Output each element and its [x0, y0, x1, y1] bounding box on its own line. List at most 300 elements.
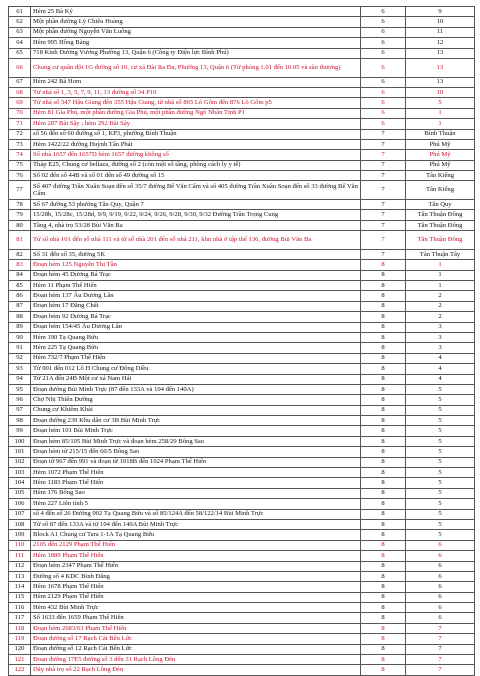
ward-cell: 5 [406, 530, 475, 540]
area-description-cell: Số 1633 đến 1659 Phạm Thế Hiển [31, 613, 361, 623]
ward-cell: 13 [406, 77, 475, 87]
district-cell: 8 [361, 592, 406, 602]
ward-cell: 11 [406, 27, 475, 37]
area-description-cell: Đoạn hẻm 92 Dương Bá Trạc [31, 312, 361, 322]
ward-cell: 1 [406, 260, 475, 270]
row-number-cell: 90 [9, 332, 31, 342]
ward-cell: 10 [406, 87, 475, 97]
row-number-cell: 106 [9, 499, 31, 509]
row-number-cell: 94 [9, 374, 31, 384]
area-description-cell: số 4 đến số 26 Đường 902 Tạ Quang Bửu và số 85/124A đến 58/122/14 Bùi Minh Trực [31, 509, 361, 519]
row-number-cell: 67 [9, 77, 31, 87]
district-cell: 8 [361, 551, 406, 561]
district-cell: 6 [361, 48, 406, 58]
row-number-cell: 118 [9, 623, 31, 633]
table-row [9, 540, 475, 550]
row-number-cell: 68 [9, 87, 31, 97]
row-number-cell: 78 [9, 200, 31, 210]
table-row [9, 488, 475, 498]
ward-cell: 5 [406, 499, 475, 509]
row-number-cell: 76 [9, 171, 31, 181]
ward-cell: 1 [406, 280, 475, 290]
ward-cell: 7 [406, 623, 475, 633]
row-number-cell: 108 [9, 519, 31, 529]
row-number-cell: 86 [9, 291, 31, 301]
district-cell: 8 [361, 499, 406, 509]
area-description-cell: Đoạn hẻm 154/45 Âu Dương Lân [31, 322, 361, 332]
row-number-cell: 101 [9, 447, 31, 457]
table-row [9, 395, 475, 405]
area-description-cell: Từ số 87 đến 133A và từ 104 đến 140A Bùi Minh Trực [31, 519, 361, 529]
district-cell: 7 [361, 150, 406, 160]
ward-cell: 5 [406, 395, 475, 405]
district-cell: 8 [361, 530, 406, 540]
district-cell: 6 [361, 17, 406, 27]
district-cell: 8 [361, 260, 406, 270]
ward-cell: 6 [406, 592, 475, 602]
area-description-cell: Đoạn đường 17E5 đường số 3 đến 31 Rạch Lồng Đèn [31, 655, 361, 665]
row-number-cell: 98 [9, 416, 31, 426]
row-number-cell: 99 [9, 426, 31, 436]
table-row [9, 343, 475, 353]
district-cell: 6 [361, 98, 406, 108]
ward-cell: 5 [406, 384, 475, 394]
table-row [9, 436, 475, 446]
area-description-cell: Một phần đường Lý Chiêu Hoàng [31, 17, 361, 27]
row-number-cell: 80 [9, 220, 31, 230]
area-description-cell: Đoạn từ 967 đến 991 và đoạn từ 1018B đến 1024 Phạm Thế Hiển [31, 457, 361, 467]
ward-cell: Phú Mỹ [406, 150, 475, 160]
district-cell: 8 [361, 613, 406, 623]
area-description-cell: Hẻm 11 Phạm Thế Hiển [31, 280, 361, 290]
district-cell: 7 [361, 231, 406, 250]
row-number-cell: 105 [9, 488, 31, 498]
table-row [9, 98, 475, 108]
area-description-cell: Hẻm 1072 Phạm Thế Hiển [31, 468, 361, 478]
table-row [9, 108, 475, 118]
row-number-cell: 103 [9, 468, 31, 478]
row-number-cell: 65 [9, 48, 31, 58]
district-cell: 6 [361, 87, 406, 97]
ward-cell: 3 [406, 322, 475, 332]
table-row [9, 447, 475, 457]
district-cell: 8 [361, 468, 406, 478]
table-row [9, 478, 475, 488]
ward-cell: 6 [406, 613, 475, 623]
district-cell: 8 [361, 270, 406, 280]
table-row [9, 364, 475, 374]
ward-cell: Bình Thuận [406, 129, 475, 139]
table-row [9, 613, 475, 623]
table-row [9, 332, 475, 342]
area-description-cell: Hẻm 287 Bãi Sậy ; hẻm 292 Bãi Sậy [31, 119, 361, 129]
district-cell: 8 [361, 561, 406, 571]
table-row [9, 210, 475, 220]
row-number-cell: 112 [9, 561, 31, 571]
row-number-cell: 114 [9, 582, 31, 592]
row-number-cell: 100 [9, 436, 31, 446]
ward-cell: 5 [406, 488, 475, 498]
district-cell: 8 [361, 343, 406, 353]
table-row [9, 322, 475, 332]
district-cell: 8 [361, 322, 406, 332]
district-cell: 7 [361, 139, 406, 149]
district-cell: 8 [361, 457, 406, 467]
district-cell: 8 [361, 509, 406, 519]
area-description-cell: Số 31 đến số 35, đường 5K [31, 249, 361, 259]
ward-cell: 5 [406, 416, 475, 426]
row-number-cell: 72 [9, 129, 31, 139]
table-row [9, 200, 475, 210]
district-cell: 6 [361, 38, 406, 48]
ward-cell: 13 [406, 48, 475, 58]
area-description-cell: Đoạn hẻm 45 Dương Bá Trạc [31, 270, 361, 280]
district-cell: 8 [361, 416, 406, 426]
table-row [9, 301, 475, 311]
district-cell: 7 [361, 171, 406, 181]
area-description-cell: Đoạn hẻm 101 Bùi Minh Trực [31, 426, 361, 436]
district-cell: 8 [361, 395, 406, 405]
area-description-cell: 718 Kinh Dương Vương Phường 13, Quận 6 (Công ty Điện lực Bình Phú) [31, 48, 361, 58]
table-row [9, 457, 475, 467]
quarantine-area-table [8, 6, 475, 676]
table-row [9, 571, 475, 581]
ward-cell: 6 [406, 540, 475, 550]
area-description-cell: Hẻm 227 Liên tỉnh 5 [31, 499, 361, 509]
row-number-cell: 70 [9, 108, 31, 118]
area-description-cell: Hẻm 1678 Phạm Thế Hiển [31, 582, 361, 592]
row-number-cell: 71 [9, 119, 31, 129]
ward-cell: 12 [406, 38, 475, 48]
row-number-cell: 77 [9, 181, 31, 200]
ward-cell: 3 [406, 343, 475, 353]
area-description-cell: Đoạn hẻm từ 215/15 đến 60/5 Bông Sao [31, 447, 361, 457]
district-cell: 8 [361, 582, 406, 592]
district-cell: 6 [361, 58, 406, 77]
table-row [9, 519, 475, 529]
area-description-cell: 2105 đến 2129 Phạm Thế Hiển [31, 540, 361, 550]
ward-cell: 4 [406, 353, 475, 363]
district-cell: 8 [361, 312, 406, 322]
ward-cell: 1 [406, 119, 475, 129]
row-number-cell: 61 [9, 7, 31, 17]
table-row [9, 416, 475, 426]
district-cell: 7 [361, 210, 406, 220]
district-cell: 8 [361, 447, 406, 457]
ward-cell: 6 [406, 561, 475, 571]
area-description-cell: Từ nhà số 1, 3, 5, 7, 9, 11, 13 đường số 34 P10 [31, 87, 361, 97]
area-description-cell: Hẻm 225 Tạ Quang Bửu [31, 343, 361, 353]
table-row [9, 603, 475, 613]
area-description-cell: Một phần đường Nguyễn Văn Luông [31, 27, 361, 37]
row-number-cell: 95 [9, 384, 31, 394]
row-number-cell: 62 [9, 17, 31, 27]
row-number-cell: 102 [9, 457, 31, 467]
area-description-cell: Chung cư Khiêm Khải [31, 405, 361, 415]
table-row [9, 181, 475, 200]
row-number-cell: 88 [9, 312, 31, 322]
area-description-cell: Tháp E25, Chung cư bellaza, đường số 2 (còn một số tầng, phòng cách ly y tế) [31, 160, 361, 170]
row-number-cell: 97 [9, 405, 31, 415]
table-row [9, 160, 475, 170]
district-cell: 7 [361, 129, 406, 139]
area-description-cell: Đoạn hẻm 2347 Phạm Thế Hiển [31, 561, 361, 571]
row-number-cell: 91 [9, 343, 31, 353]
area-description-cell: Từ nhà số 347 Hậu Giang đến 355 Hậu Giang, từ nhà số 865 Lò Gốm đến 876 Lò Gốm p5 [31, 98, 361, 108]
table-row [9, 468, 475, 478]
table-row [9, 291, 475, 301]
row-number-cell: 120 [9, 644, 31, 654]
area-description-cell: Số 67 đường 53 phường Tân Quy, Quận 7 [31, 200, 361, 210]
row-number-cell: 104 [9, 478, 31, 488]
table-row [9, 405, 475, 415]
ward-cell: Tân Thuận Đông [406, 210, 475, 220]
table-row [9, 509, 475, 519]
table-row [9, 129, 475, 139]
row-number-cell: 74 [9, 150, 31, 160]
area-description-cell: Số 02 đến số 44B và số 01 đến số 49 đường số 15 [31, 171, 361, 181]
table-row [9, 592, 475, 602]
ward-cell: 4 [406, 364, 475, 374]
row-number-cell: 107 [9, 509, 31, 519]
row-number-cell: 84 [9, 270, 31, 280]
ward-cell: Phú Mỹ [406, 139, 475, 149]
table-row [9, 48, 475, 58]
ward-cell: 5 [406, 457, 475, 467]
table-row [9, 150, 475, 160]
area-description-cell: Hẻm 732/7 Phạm Thế Hiển [31, 353, 361, 363]
table-row [9, 7, 475, 17]
area-description-cell: Đoạn đường số 17 Rạch Cát Bến Lức [31, 634, 361, 644]
area-description-cell: Đoạn đường 239 Khu dân cư 3B Bùi Minh Trực [31, 416, 361, 426]
area-description-cell: Từ 21A đến 24B Một cư xá Nam Hải [31, 374, 361, 384]
ward-cell: 6 [406, 582, 475, 592]
area-description-cell: Đoạn hẻm 2683/63 Phạm Thế Hiển [31, 623, 361, 633]
area-description-cell: Hẻm 432 Bùi Minh Trực [31, 603, 361, 613]
area-description-cell: Đoạn hẻm 125 Nguyễn Thị Tần [31, 260, 361, 270]
district-cell: 7 [361, 200, 406, 210]
ward-cell: 6 [406, 603, 475, 613]
table-row [9, 582, 475, 592]
district-cell: 8 [361, 301, 406, 311]
district-cell: 7 [361, 220, 406, 230]
district-cell: 8 [361, 436, 406, 446]
row-number-cell: 93 [9, 364, 31, 374]
area-description-cell: Số 407 đường Trần Xuân Soạn đến số 35/7 đường Bế Văn Cấm và số 405 đường Trần Xuân Soạn đến số 33 đường Bế Văn Cấm [31, 181, 361, 200]
ward-cell: Phú Mỹ [406, 160, 475, 170]
table-row [9, 270, 475, 280]
district-cell: 6 [361, 108, 406, 118]
ward-cell: 7 [406, 655, 475, 665]
table-row [9, 27, 475, 37]
table-row [9, 17, 475, 27]
district-cell: 8 [361, 603, 406, 613]
row-number-cell: 87 [9, 301, 31, 311]
table-row [9, 77, 475, 87]
ward-cell: 6 [406, 551, 475, 561]
ward-cell: 6 [406, 571, 475, 581]
area-description-cell: số 56 đến số 60 đường số 1, KP3, phường Bình Thuận [31, 129, 361, 139]
ward-cell: 1 [406, 270, 475, 280]
row-number-cell: 82 [9, 249, 31, 259]
ward-cell: 4 [406, 374, 475, 384]
row-number-cell: 117 [9, 613, 31, 623]
table-row [9, 551, 475, 561]
district-cell: 8 [361, 364, 406, 374]
district-cell: 8 [361, 665, 406, 675]
area-description-cell: Số nhà 1657 đến 1657D hẻm 1657 đường không số [31, 150, 361, 160]
table-row [9, 644, 475, 654]
ward-cell: Tân Thuận Tây [406, 249, 475, 259]
ward-cell: 5 [406, 436, 475, 446]
row-number-cell: 83 [9, 260, 31, 270]
district-cell: 8 [361, 540, 406, 550]
ward-cell: 5 [406, 426, 475, 436]
ward-cell: 2 [406, 291, 475, 301]
area-description-cell: Hẻm 995 Hồng Bàng [31, 38, 361, 48]
area-description-cell: Hẻm 1422/22 đường Huỳnh Tấn Phát [31, 139, 361, 149]
district-cell: 8 [361, 623, 406, 633]
table-body [9, 7, 475, 676]
district-cell: 8 [361, 488, 406, 498]
area-description-cell: Chợ Nhị Thiên Đường [31, 395, 361, 405]
district-cell: 8 [361, 280, 406, 290]
area-description-cell: Block A1 Chung cư Tara 1-1A Tạ Quang Bửu [31, 530, 361, 540]
ward-cell: 5 [406, 468, 475, 478]
area-description-cell: Hẻm 176 Bông Sao [31, 488, 361, 498]
row-number-cell: 111 [9, 551, 31, 561]
area-description-cell: 15/28b, 15/28c, 15/28d, 9/9, 9/19, 9/22, 9/24, 9/26, 9/28, 9/30, 9/32 Đường Trần Trọng Cung [31, 210, 361, 220]
district-cell: 8 [361, 374, 406, 384]
table-row [9, 249, 475, 259]
ward-cell: Tân Kiểng [406, 181, 475, 200]
ward-cell: 2 [406, 312, 475, 322]
row-number-cell: 81 [9, 231, 31, 250]
row-number-cell: 69 [9, 98, 31, 108]
row-number-cell: 66 [9, 58, 31, 77]
district-cell: 8 [361, 426, 406, 436]
row-number-cell: 89 [9, 322, 31, 332]
row-number-cell: 121 [9, 655, 31, 665]
area-description-cell: Đoạn đường Bùi Minh Trực (87 đến 133A và 104 đến 140A) [31, 384, 361, 394]
ward-cell: Tân Quy [406, 200, 475, 210]
area-description-cell: Đường số 4 KDC Bình Đăng [31, 571, 361, 581]
row-number-cell: 115 [9, 592, 31, 602]
ward-cell: 7 [406, 634, 475, 644]
table-row [9, 499, 475, 509]
area-description-cell: Hẻm 25 Bà Ký [31, 7, 361, 17]
district-cell: 7 [361, 249, 406, 259]
table-row [9, 623, 475, 633]
area-description-cell: Hẻm 1889 Phạm Thế Hiển [31, 551, 361, 561]
row-number-cell: 116 [9, 603, 31, 613]
area-description-cell: Hẻm 190 Tạ Quang Bửu [31, 332, 361, 342]
district-cell: 6 [361, 7, 406, 17]
district-cell: 8 [361, 332, 406, 342]
table-row [9, 58, 475, 77]
district-cell: 8 [361, 405, 406, 415]
area-description-cell: Dãy nhà trọ số 22 Rạch Lồng Đèn [31, 665, 361, 675]
area-description-cell: Hẻm 81 Gia Phú, một phần đường Gia Phú, một phần đường Ngô Nhân Tịnh P1 [31, 108, 361, 118]
district-cell: 8 [361, 384, 406, 394]
district-cell: 8 [361, 478, 406, 488]
ward-cell: 5 [406, 519, 475, 529]
table-row [9, 634, 475, 644]
area-description-cell: Hẻm 2129 Phạm Thế Hiển [31, 592, 361, 602]
district-cell: 7 [361, 181, 406, 200]
area-description-cell: Từ số nhà 101 đến số nhà 111 và từ số nhà 201 đến số nhà 211, khu nhà ở tập thể 136, đường Bùi Văn Ba [31, 231, 361, 250]
ward-cell: 10 [406, 17, 475, 27]
area-description-cell: Đoạn hẻm 85/105 Bùi Minh Trực và đoạn hẻm 258/29 Bông Sao [31, 436, 361, 446]
row-number-cell: 63 [9, 27, 31, 37]
table-row [9, 139, 475, 149]
row-number-cell: 96 [9, 395, 31, 405]
district-cell: 6 [361, 77, 406, 87]
ward-cell: 7 [406, 665, 475, 675]
ward-cell: 5 [406, 405, 475, 415]
ward-cell: 5 [406, 478, 475, 488]
area-description-cell: Hẻm 1183 Phạm Thế Hiển [31, 478, 361, 488]
table-row [9, 384, 475, 394]
row-number-cell: 75 [9, 160, 31, 170]
table-row [9, 231, 475, 250]
district-cell: 8 [361, 353, 406, 363]
district-cell: 8 [361, 634, 406, 644]
table-row [9, 655, 475, 665]
row-number-cell: 113 [9, 571, 31, 581]
table-row [9, 374, 475, 384]
area-description-cell: Tầng 4, nhà trọ 53/28 Bùi Văn Ba [31, 220, 361, 230]
ward-cell: 13 [406, 58, 475, 77]
table-row [9, 426, 475, 436]
area-description-cell: Từ 001 đến 012 Lô H Chung cư Đông Diều [31, 364, 361, 374]
table-row [9, 87, 475, 97]
area-description-cell: Đoạn đường số 12 Rạch Cát Bến Lức [31, 644, 361, 654]
ward-cell: Tân Kiểng [406, 171, 475, 181]
district-cell: 6 [361, 119, 406, 129]
row-number-cell: 110 [9, 540, 31, 550]
district-cell: 8 [361, 291, 406, 301]
table-row [9, 665, 475, 675]
table-row [9, 220, 475, 230]
district-cell: 6 [361, 27, 406, 37]
row-number-cell: 73 [9, 139, 31, 149]
table-row [9, 353, 475, 363]
ward-cell: 5 [406, 447, 475, 457]
area-description-cell: Đoạn hẻm 137 Âu Dương Lân [31, 291, 361, 301]
table-row [9, 260, 475, 270]
table-row [9, 119, 475, 129]
ward-cell: 2 [406, 301, 475, 311]
district-cell: 7 [361, 160, 406, 170]
ward-cell: 5 [406, 98, 475, 108]
ward-cell: 5 [406, 509, 475, 519]
ward-cell: 7 [406, 644, 475, 654]
row-number-cell: 64 [9, 38, 31, 48]
ward-cell: Tân Thuận Đông [406, 231, 475, 250]
district-cell: 8 [361, 571, 406, 581]
row-number-cell: 92 [9, 353, 31, 363]
table-row [9, 312, 475, 322]
area-description-cell: Đoạn hẻm 17 Đặng Chất [31, 301, 361, 311]
ward-cell: Tân Thuận Đông [406, 220, 475, 230]
row-number-cell: 109 [9, 530, 31, 540]
ward-cell: 1 [406, 108, 475, 118]
district-cell: 8 [361, 519, 406, 529]
table-row [9, 171, 475, 181]
ward-cell: 9 [406, 7, 475, 17]
row-number-cell: 122 [9, 665, 31, 675]
